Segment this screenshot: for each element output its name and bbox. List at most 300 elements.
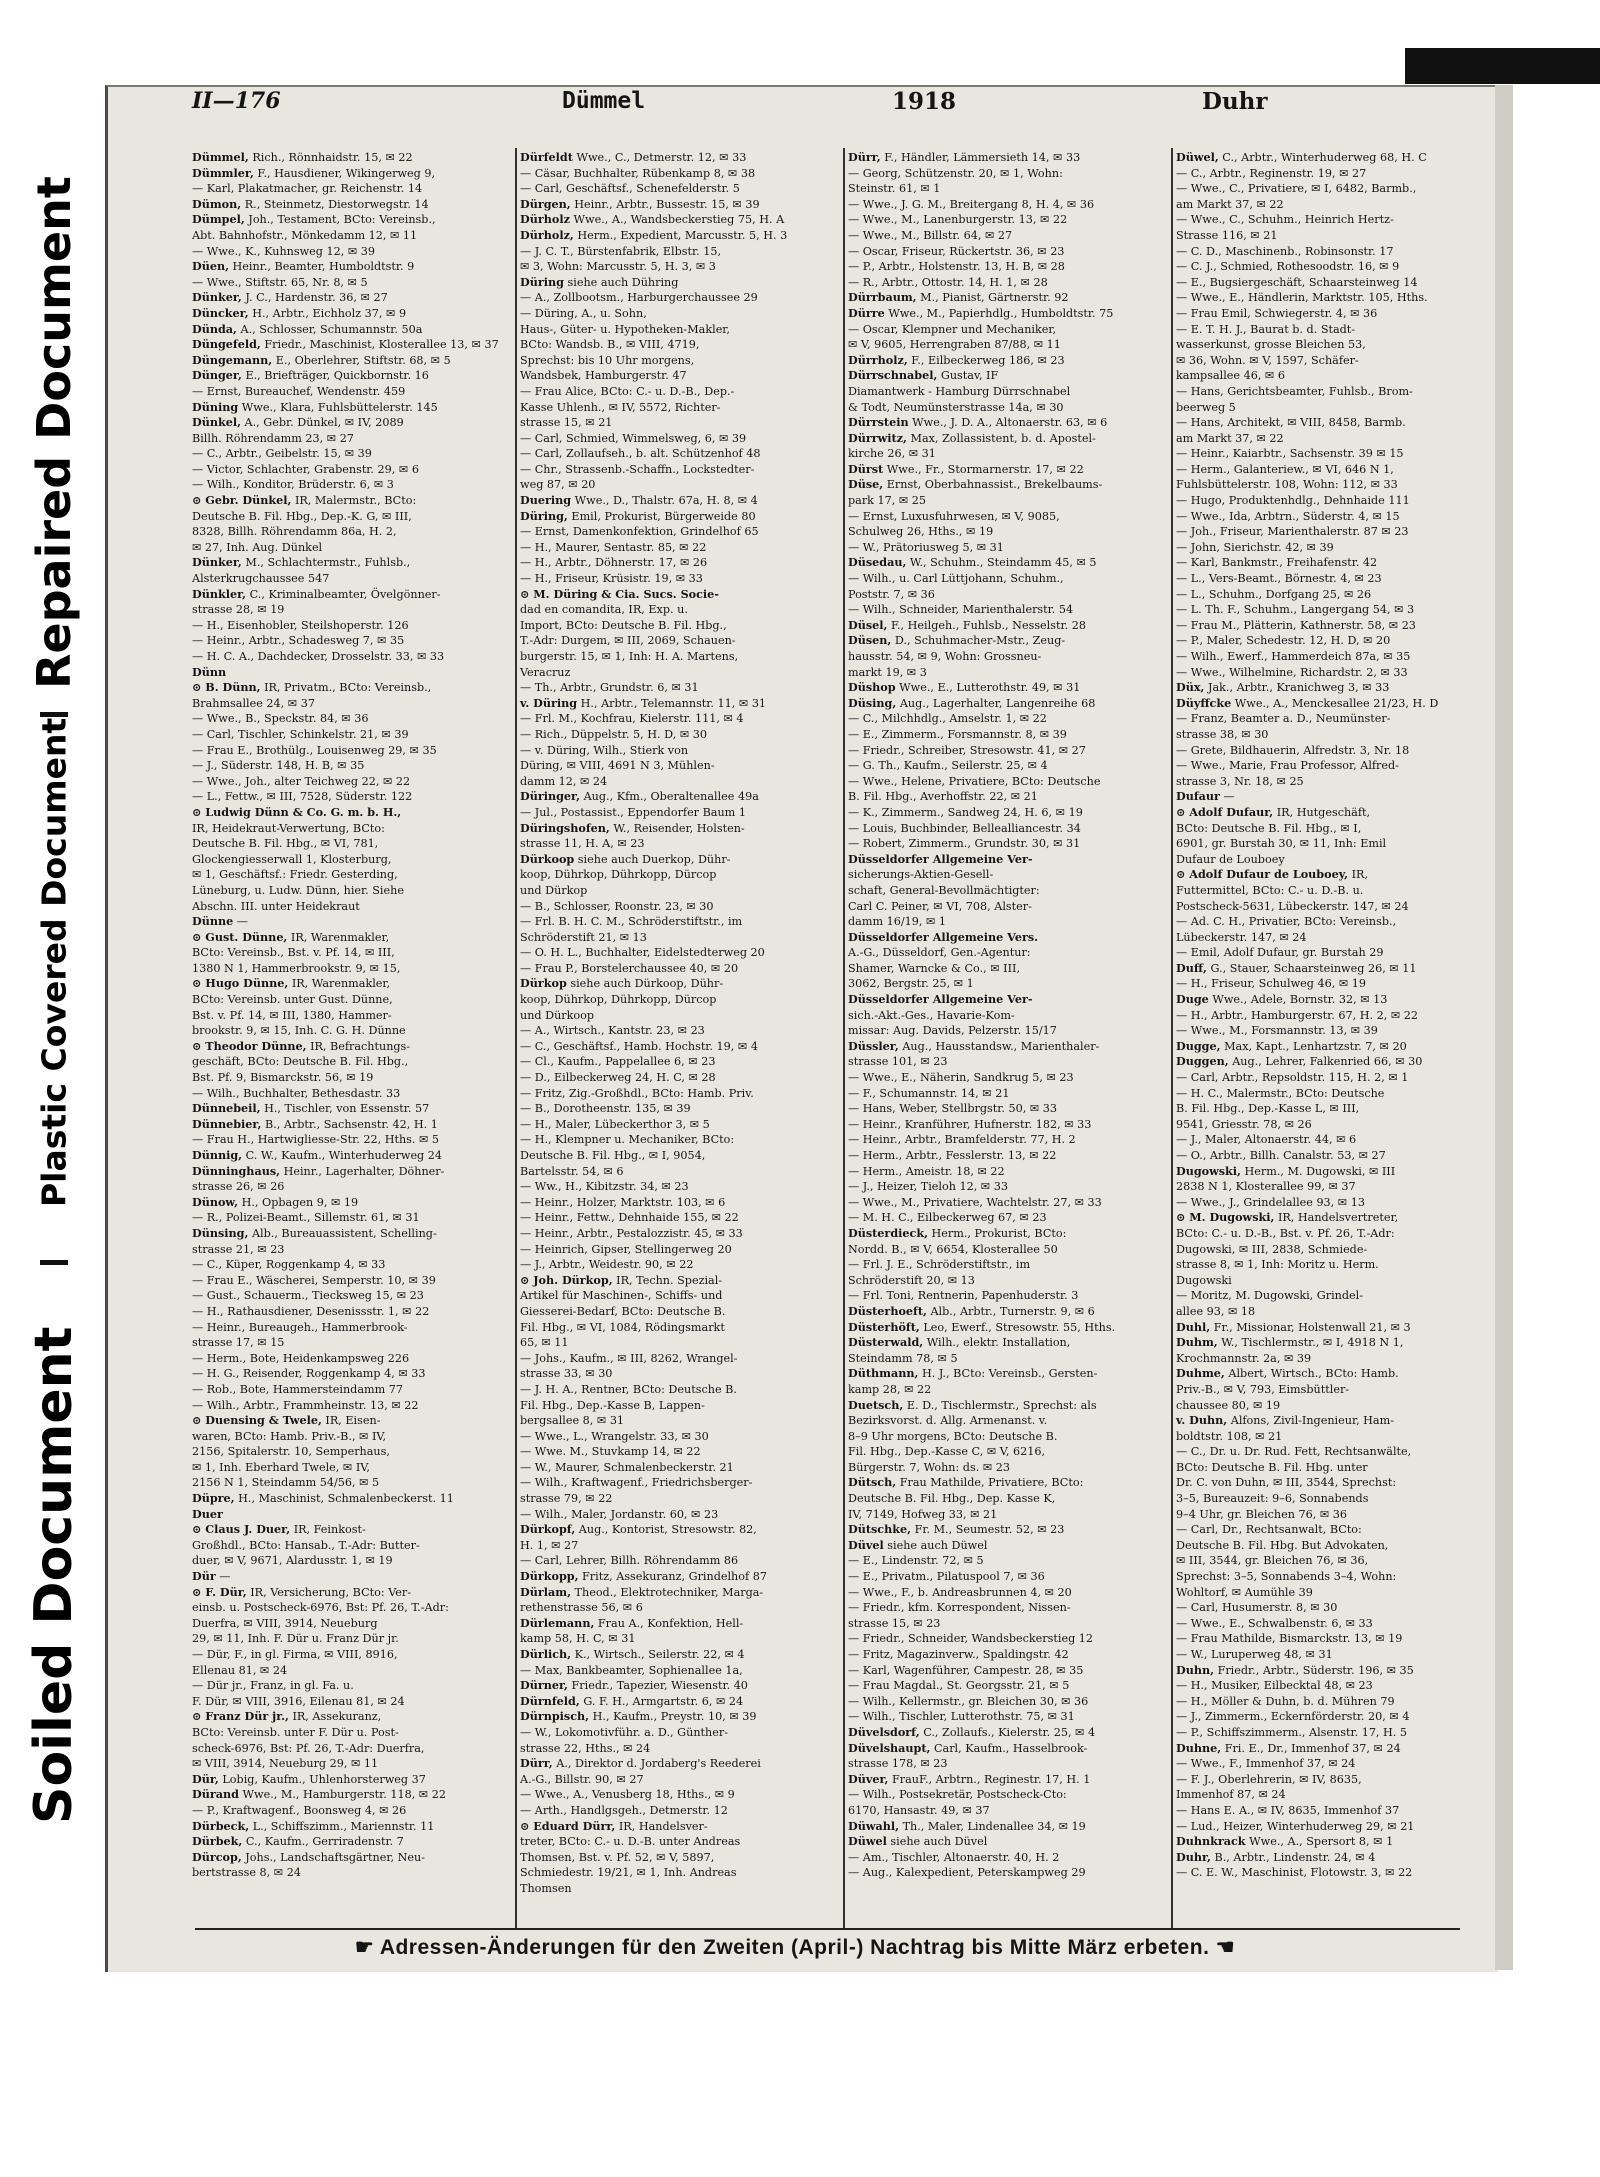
entry-name: Dümpel, — [192, 212, 245, 227]
directory-entry — [520, 446, 842, 462]
entry-name: Dünkler, — [192, 586, 247, 601]
entry-details: Wwe., Klara, Fuhlsbüttelerstr. 145 — [241, 400, 438, 414]
directory-entry — [192, 696, 514, 712]
entry-name: Dugowski, — [1176, 1163, 1241, 1178]
entry-details: — Ernst, Bureauchef, Wendenstr. 459 — [192, 384, 406, 398]
directory-entry — [192, 976, 514, 992]
entry-details: IR, — [1351, 868, 1369, 882]
entry-details: C., Zollaufs., Kielerstr. 25, ✉ 4 — [923, 1725, 1096, 1739]
directory-entry — [192, 1086, 514, 1102]
entry-name: Dünow, — [192, 1194, 239, 1209]
directory-entry — [848, 1226, 1170, 1242]
entry-name: Düsseldorfer Allgemeine Ver- — [848, 992, 1033, 1007]
directory-entry — [520, 727, 842, 743]
entry-details: — E., Zimmerm., Forsmannstr. 8, ✉ 39 — [848, 727, 1067, 741]
entry-details: F. Dür, ✉ VIII, 3916, Eilenau 81, ✉ 24 — [192, 1694, 405, 1708]
entry-details: — Wilh., Konditor, Brüderstr. 6, ✉ 3 — [192, 478, 394, 492]
directory-entry — [1176, 696, 1498, 712]
entry-name: Dürbeck, — [192, 1818, 250, 1833]
entry-details: Dufaur de Louboey — [1176, 852, 1285, 866]
directory-entry — [520, 1086, 842, 1102]
entry-details: C., Arbtr., Winterhuderweg 68, H. C — [1222, 151, 1427, 164]
entry-details: Wwe., E., Lutterothstr. 49, ✉ 31 — [899, 681, 1081, 695]
entry-details: — B., Dorotheenstr. 135, ✉ 39 — [520, 1102, 691, 1116]
entry-details: 65, ✉ 11 — [520, 1336, 569, 1350]
directory-entry — [1176, 852, 1498, 868]
directory-entry — [1176, 353, 1498, 369]
entry-details: A., Gebr. Dünkel, ✉ IV, 2089 — [244, 416, 404, 430]
entry-details: — Carl, Tischler, Schinkelstr. 21, ✉ 39 — [192, 727, 409, 741]
entry-details: — W., Prätoriusweg 5, ✉ 31 — [848, 540, 1004, 554]
entry-details: — Herm., Arbtr., Fesslerstr. 13, ✉ 22 — [848, 1149, 1057, 1162]
entry-details: strasse 8, ✉ 1, Inh: Moritz u. Herm. — [1176, 1258, 1379, 1272]
directory-entry — [192, 727, 514, 743]
entry-details: — Moritz, M. Dugowski, Grindel- — [1176, 1289, 1363, 1303]
directory-entry — [192, 1288, 514, 1304]
directory-entry — [520, 1413, 842, 1429]
directory-entry — [1176, 1569, 1498, 1585]
directory-entry — [192, 1273, 514, 1289]
directory-entry — [192, 322, 514, 338]
directory-entry — [520, 1008, 842, 1024]
directory-entry — [520, 696, 842, 712]
directory-entry — [848, 197, 1170, 213]
entry-details: — H., Friseur, Schulweg 46, ✉ 19 — [1176, 977, 1367, 991]
entry-details: — L. Th. F., Schuhm., Langergang 54, ✉ 3 — [1176, 603, 1415, 617]
entry-details: — O. H. L., Buchhalter, Eidelstedterweg 20 — [520, 946, 765, 960]
entry-details: — Fritz, Zig.-Großhdl., BCto: Hamb. Priv. — [520, 1086, 754, 1100]
entry-details: strasse 178, ✉ 23 — [848, 1757, 948, 1771]
directory-entry — [192, 477, 514, 493]
directory-entry — [1176, 1288, 1498, 1304]
directory-entry — [1176, 1210, 1498, 1226]
directory-entry — [1176, 1819, 1498, 1835]
directory-entry — [520, 1210, 842, 1226]
directory-entry — [1176, 680, 1498, 696]
directory-entry — [848, 1585, 1170, 1601]
directory-entry — [192, 1444, 514, 1460]
directory-entry — [848, 1772, 1170, 1788]
directory-entry — [1176, 1491, 1498, 1507]
directory-entry — [192, 1242, 514, 1258]
directory-entry — [1176, 1772, 1498, 1788]
entry-details: Fil. Hbg., ✉ VI, 1084, Rödingsmarkt — [520, 1320, 725, 1334]
entry-name: Dünn — [192, 664, 227, 679]
entry-name: Dürcop, — [192, 1849, 242, 1864]
entry-details: Joh., Testament, BCto: Vereinsb., — [248, 213, 436, 227]
directory-entry — [192, 711, 514, 727]
entry-details: F., Eilbeckerweg 186, ✉ 23 — [911, 353, 1065, 367]
entry-details: — Jul., Postassist., Eppendorfer Baum 1 — [520, 805, 746, 819]
directory-entry — [1176, 1382, 1498, 1398]
entry-details: beerweg 5 — [1176, 400, 1236, 414]
entry-details: Sprechst: bis 10 Uhr morgens, — [520, 353, 695, 367]
entry-details: siehe auch Düvel — [890, 1835, 988, 1849]
directory-entry — [1176, 540, 1498, 556]
directory-entry — [192, 883, 514, 899]
entry-details: — Heinr., Kaiarbtr., Sachsenstr. 39 ✉ 15 — [1176, 447, 1404, 461]
directory-entry — [1176, 400, 1498, 416]
entry-name: Düsterwald, — [848, 1335, 924, 1350]
entry-details: — P., Schiffszimmerm., Alsenstr. 17, H. 5 — [1176, 1725, 1408, 1739]
entry-details: — Ernst, Luxusfuhrwesen, ✉ V, 9085, — [848, 509, 1060, 523]
directory-entry — [520, 836, 842, 852]
entry-details: Wwe., C., Detmerstr. 12, ✉ 33 — [576, 151, 747, 164]
entry-details: Alb., Arbtr., Turnerstr. 9, ✉ 6 — [930, 1304, 1095, 1318]
entry-details: IR, Befrachtungs- — [310, 1039, 411, 1053]
entry-details: — L., Vers-Beamt., Börnestr. 4, ✉ 23 — [1176, 572, 1382, 586]
directory-entry — [192, 1834, 514, 1850]
directory-entry — [520, 1678, 842, 1694]
directory-entry — [848, 1631, 1170, 1647]
entry-details: Wwe., A., Wandsbeckerstieg 75, H. A — [573, 213, 785, 227]
entry-details: — J., Zimmerm., Eckernförderstr. 20, ✉ 4 — [1176, 1710, 1410, 1724]
directory-entry — [520, 602, 842, 618]
directory-entry — [192, 555, 514, 571]
entry-details: Schmiedestr. 19/21, ✉ 1, Inh. Andreas — [520, 1866, 737, 1880]
entry-details: — Hans, Gerichtsbeamter, Fuhlsb., Brom- — [1176, 384, 1413, 398]
directory-entry — [520, 1132, 842, 1148]
directory-entry — [520, 1257, 842, 1273]
directory-entry — [192, 212, 514, 228]
directory-entry — [1176, 633, 1498, 649]
entry-name: Dürrholz, — [848, 352, 908, 367]
directory-entry — [520, 212, 842, 228]
directory-entry — [520, 743, 842, 759]
entry-details: 8–9 Uhr morgens, BCto: Deutsche B. — [848, 1429, 1058, 1443]
directory-entry — [848, 384, 1170, 400]
entry-details: strasse 79, ✉ 22 — [520, 1492, 613, 1506]
directory-entry — [192, 1132, 514, 1148]
entry-details: — Wwe., C., Schuhm., Heinrich Hertz- — [1176, 213, 1394, 227]
directory-entry — [520, 431, 842, 447]
entry-details: B. Fil. Hbg., Dep.-Kasse L, ✉ III, — [1176, 1102, 1360, 1116]
entry-details: — H., Möller & Duhn, b. d. Mühren 79 — [1176, 1694, 1395, 1708]
directory-entry — [848, 867, 1170, 883]
entry-details: Heinr., Beamter, Humboldtstr. 9 — [232, 260, 415, 274]
directory-entry — [848, 1663, 1170, 1679]
directory-entry — [520, 1023, 842, 1039]
entry-details: Friedr., Arbtr., Süderstr. 196, ✉ 35 — [1217, 1663, 1414, 1677]
directory-entry — [520, 1772, 842, 1788]
directory-entry — [1176, 306, 1498, 322]
entry-details: dad en comandita, IR, Exp. u. — [520, 603, 688, 617]
entry-name: Dünne — [192, 914, 234, 929]
directory-entry — [520, 1320, 842, 1336]
directory-entry — [848, 774, 1170, 790]
entry-details: Steinstr. 61, ✉ 1 — [848, 182, 941, 196]
entry-details: — H. C. A., Dachdecker, Drosselstr. 33, ✉ 33 — [192, 650, 445, 663]
entry-details: Wwe., M., Hamburgerstr. 118, ✉ 22 — [242, 1788, 446, 1802]
entry-details: strasse 33, ✉ 30 — [520, 1367, 613, 1381]
directory-entry — [520, 1366, 842, 1382]
entry-details: Carl, Kaufm., Hasselbrook- — [933, 1741, 1088, 1755]
directory-entry — [1176, 743, 1498, 759]
directory-entry — [1176, 1086, 1498, 1102]
scan-edge — [1405, 48, 1600, 84]
directory-entry — [192, 509, 514, 525]
entry-details: A.-G., Billstr. 90, ✉ 27 — [520, 1772, 644, 1786]
directory-entry — [192, 275, 514, 291]
directory-entry — [192, 1772, 514, 1788]
entry-details: BCto: Vereinsb., Bst. v. Pf. 14, ✉ III, — [192, 946, 395, 960]
entry-details: 29, ✉ 11, Inh. F. Dür u. Franz Dür jr. — [192, 1632, 399, 1646]
entry-details: Lübeckerstr. 147, ✉ 24 — [1176, 930, 1307, 944]
entry-details: Thomsen — [520, 1881, 572, 1895]
directory-entry — [848, 930, 1170, 946]
entry-name: Duhme, — [1176, 1366, 1225, 1381]
entry-details: strasse 26, ✉ 26 — [192, 1180, 285, 1194]
directory-entry — [520, 1834, 842, 1850]
entry-details: Abt. Bahnhofstr., Mönkedamm 12, ✉ 11 — [192, 228, 418, 242]
entry-details: am Markt 37, ✉ 22 — [1176, 197, 1284, 211]
entry-details: — Wwe., M., Lanenburgerstr. 13, ✉ 22 — [848, 213, 1068, 227]
directory-entry — [1176, 1694, 1498, 1710]
directory-entry — [1176, 493, 1498, 509]
directory-entry — [520, 1429, 842, 1445]
directory-entry — [520, 415, 842, 431]
directory-entry — [520, 1242, 842, 1258]
directory-entry — [1176, 322, 1498, 338]
entry-details: Deutsche B. Fil. Hbg., ✉ VI, 781, — [192, 837, 379, 851]
entry-details: F., Händler, Lämmersieth 14, ✉ 33 — [884, 151, 1081, 164]
entry-details: — Wwe., F., b. Andreasbrunnen 4, ✉ 20 — [848, 1585, 1072, 1599]
entry-details: — Heinr., Kranführer, Hufnerstr. 182, ✉ 33 — [848, 1117, 1092, 1131]
entry-details: — Hans E. A., ✉ IV, 8635, Immenhof 37 — [1176, 1803, 1400, 1817]
directory-entry — [1176, 1335, 1498, 1351]
directory-entry — [1176, 1475, 1498, 1491]
entry-name: Dünsing, — [192, 1225, 249, 1240]
directory-entry — [520, 1304, 842, 1320]
directory-entry — [192, 789, 514, 805]
directory-entry — [1176, 665, 1498, 681]
entry-details: ✉ V, 9605, Herrengraben 87/88, ✉ 11 — [848, 338, 1061, 352]
directory-entry — [1176, 571, 1498, 587]
directory-entry — [192, 774, 514, 790]
entry-name: Dünnebeil, — [192, 1101, 261, 1116]
entry-name: Dürre — [848, 305, 885, 320]
entry-name: Düring — [520, 274, 564, 289]
entry-details: T.-Adr: Durgem, ✉ III, 2069, Schauen- — [520, 634, 736, 648]
entry-details: — C., Arbtr., Reginenstr. 19, ✉ 27 — [1176, 166, 1367, 180]
entry-details: IR, Assekuranz, — [292, 1710, 382, 1724]
entry-details: IR, Techn. Spezial- — [616, 1273, 723, 1287]
entry-details: — J., Maler, Altonaerstr. 44, ✉ 6 — [1176, 1133, 1357, 1147]
entry-name: Duhm, — [1176, 1335, 1218, 1350]
entry-details: koop, Dührkop, Dührkopp, Dürcop — [520, 868, 717, 882]
directory-entry — [520, 1631, 842, 1647]
entry-details: — Frau Magdal., St. Georgsstr. 21, ✉ 5 — [848, 1679, 1070, 1693]
directory-entry — [848, 727, 1170, 743]
directory-entry — [1176, 1039, 1498, 1055]
entry-details: Fil. Hbg., Dep.-Kasse B, Lappen- — [520, 1398, 705, 1412]
entry-details: BCto: Deutsche B. Fil. Hbg., ✉ I, — [1176, 821, 1362, 835]
entry-details: Dugowski — [1176, 1273, 1232, 1287]
directory-entry — [192, 961, 514, 977]
entry-details: — B., Schlosser, Roonstr. 23, ✉ 30 — [520, 899, 714, 913]
entry-name: Dürgen, — [520, 196, 571, 211]
entry-details: Wwe., Adele, Bornstr. 32, ✉ 13 — [1212, 993, 1388, 1007]
directory-entry — [520, 883, 842, 899]
entry-details: schaft, General-Bevollmächtigter: — [848, 883, 1040, 897]
label-soiled-document: Soiled Document — [24, 1326, 84, 1824]
entry-name: Düncker, — [192, 305, 249, 320]
entry-name: Düwahl, — [848, 1818, 899, 1833]
entry-details: Friedr., Tapezier, Wiesenstr. 40 — [571, 1679, 748, 1693]
directory-entry — [520, 1164, 842, 1180]
entry-details: sicherungs-Aktien-Gesell- — [848, 868, 994, 882]
directory-entry — [1176, 259, 1498, 275]
directory-entry — [848, 1132, 1170, 1148]
directory-entry — [192, 1335, 514, 1351]
entry-details: Import, BCto: Deutsche B. Fil. Hbg., — [520, 618, 727, 632]
directory-entry — [848, 1834, 1170, 1850]
entry-details: — Heinr., Arbtr., Schadesweg 7, ✉ 35 — [192, 634, 405, 648]
column-rule — [515, 148, 517, 1928]
page-header — [92, 88, 1492, 128]
entry-details: Bezirksvorst. d. Allg. Armenanst. v. — [848, 1414, 1048, 1428]
directory-entry — [848, 976, 1170, 992]
entry-details: — Arth., Handlgsgeh., Detmerstr. 12 — [520, 1803, 728, 1817]
entry-details: bergsallee 8, ✉ 31 — [520, 1414, 625, 1428]
entry-details: bertstrasse 8, ✉ 24 — [192, 1866, 301, 1880]
entry-details: — Frl. B. H. C. M., Schröderstiftstr., im — [520, 915, 743, 929]
directory-entry — [1176, 1741, 1498, 1757]
directory-entry — [192, 1320, 514, 1336]
directory-entry — [848, 1335, 1170, 1351]
entry-details: — M. H. C., Eilbeckerweg 67, ✉ 23 — [848, 1211, 1047, 1225]
entry-name: Düen, — [192, 259, 229, 274]
entry-details: — H., Rathausdiener, Desenissstr. 1, ✉ 22 — [192, 1304, 430, 1318]
entry-details: IR, Privatm., BCto: Vereinsb., — [264, 681, 432, 695]
entry-details: IV, 7149, Hofweg 33, ✉ 21 — [848, 1507, 998, 1521]
entry-details: und Dürkop — [520, 883, 588, 897]
directory-entry — [192, 1553, 514, 1569]
directory-entry — [848, 228, 1170, 244]
directory-entry — [520, 1351, 842, 1367]
entry-details: — Wilh., Postsekretär, Postscheck-Cto: — [848, 1788, 1067, 1802]
entry-details: — Wilh., u. Carl Lüttjohann, Schuhm., — [848, 572, 1064, 586]
directory-entry — [848, 1304, 1170, 1320]
directory-entry — [848, 743, 1170, 759]
directory-entry — [848, 1054, 1170, 1070]
entry-name: ⊙ Claus J. Duer, — [192, 1522, 291, 1537]
directory-entry — [192, 665, 514, 681]
directory-entry — [848, 400, 1170, 416]
entry-details: — Aug., Kalexpedient, Peterskampweg 29 — [848, 1866, 1086, 1880]
directory-entry — [1176, 1257, 1498, 1273]
directory-entry — [520, 540, 842, 556]
directory-entry — [848, 836, 1170, 852]
entry-details: Aug., Lagerhalter, Langenreihe 68 — [899, 696, 1096, 710]
directory-entry — [1176, 1850, 1498, 1866]
directory-entry — [520, 992, 842, 1008]
entry-details: — Heinr., Holzer, Marktstr. 103, ✉ 6 — [520, 1195, 726, 1209]
directory-entry — [520, 1179, 842, 1195]
entry-details: ✉ 36, Wohn. ✉ V, 1597, Schäfer- — [1176, 353, 1359, 367]
entry-details: — Karl, Plakatmacher, gr. Reichenstr. 14 — [192, 182, 423, 196]
entry-name: Düse, — [848, 477, 884, 492]
entry-details: strasse 17, ✉ 15 — [192, 1336, 285, 1350]
entry-name: Dünker, — [192, 555, 242, 570]
entry-name: Düngefeld, — [192, 337, 261, 352]
entry-name: ⊙ Gebr. Dünkel, — [192, 493, 292, 508]
entry-details: ✉ 1, Inh. Eberhard Twele, ✉ IV, — [192, 1460, 370, 1474]
directory-entry — [520, 1694, 842, 1710]
directory-entry — [192, 1819, 514, 1835]
directory-entry — [192, 1023, 514, 1039]
directory-entry — [848, 1460, 1170, 1476]
directory-entry — [520, 821, 842, 837]
directory-entry — [1176, 1242, 1498, 1258]
directory-entry — [192, 1569, 514, 1585]
entry-name: Duggen, — [1176, 1054, 1229, 1069]
directory-entry — [192, 400, 514, 416]
directory-entry — [1176, 1148, 1498, 1164]
entry-name: Dür, — [192, 1771, 219, 1786]
entry-details: — H., Eisenhobler, Steilshoperstr. 126 — [192, 618, 409, 632]
directory-entry — [848, 462, 1170, 478]
directory-entry — [192, 1304, 514, 1320]
entry-details: — W., Lokomotivführ. a. D., Günther- — [520, 1725, 728, 1739]
directory-entry — [848, 1117, 1170, 1133]
entry-details: — F. J., Oberlehrerin, ✉ IV, 8635, — [1176, 1772, 1362, 1786]
entry-details: damm 12, ✉ 24 — [520, 774, 608, 788]
directory-entry — [1176, 976, 1498, 992]
directory-entry — [1176, 150, 1498, 166]
directory-entry — [192, 1351, 514, 1367]
entry-details: G., Stauer, Schaarsteinweg 26, ✉ 11 — [1210, 961, 1417, 975]
directory-entry — [848, 1507, 1170, 1523]
entry-details: Strasse 116, ✉ 21 — [1176, 228, 1278, 242]
entry-details: Glockengiesserwall 1, Klosterburg, — [192, 852, 392, 866]
directory-entry — [848, 852, 1170, 868]
directory-entry — [192, 1460, 514, 1476]
directory-entry — [520, 1819, 842, 1835]
header-year: 1918 — [892, 88, 957, 115]
directory-entry — [520, 524, 842, 540]
entry-details: — E. T. H. J., Baurat b. d. Stadt- — [1176, 322, 1356, 336]
entry-details: Leo, Ewerf., Stresowstr. 55, Hths. — [923, 1320, 1116, 1334]
entry-details: Theod., Elektrotechniker, Marga- — [574, 1585, 764, 1599]
entry-name: ⊙ Hugo Dünne, — [192, 976, 289, 991]
entry-details: kampsallee 46, ✉ 6 — [1176, 369, 1285, 383]
entry-details: — Herm., Galanteriew., ✉ VI, 646 N 1, — [1176, 462, 1394, 476]
directory-entry — [1176, 1117, 1498, 1133]
entry-name: Düver, — [848, 1771, 889, 1786]
entry-name: Duer — [192, 1506, 223, 1521]
directory-entry — [1176, 555, 1498, 571]
entry-details: Schulweg 26, Hths., ✉ 19 — [848, 525, 994, 539]
entry-details: kamp 28, ✉ 22 — [848, 1382, 932, 1396]
entry-details: IR, Warenmakler, — [290, 930, 390, 944]
entry-details: Max, Kapt., Lenhartzstr. 7, ✉ 20 — [1224, 1039, 1407, 1053]
directory-entry — [1176, 930, 1498, 946]
entry-details: — Frau E., Brothülg., Louisenweg 29, ✉ 35 — [192, 743, 437, 757]
directory-entry — [848, 1756, 1170, 1772]
directory-entry — [192, 524, 514, 540]
directory-entry — [1176, 290, 1498, 306]
directory-entry — [1176, 415, 1498, 431]
entry-details: Fri. E., Dr., Immenhof 37, ✉ 24 — [1224, 1741, 1401, 1755]
directory-entry — [520, 1709, 842, 1725]
entry-details: IR, Malermstr., BCto: — [294, 494, 417, 508]
directory-entry — [192, 649, 514, 665]
entry-details: — Wilh., Kellermstr., gr. Bleichen 30, ✉ 36 — [848, 1694, 1089, 1708]
entry-name: Dürkopf, — [520, 1522, 576, 1537]
entry-details: — C., Geschäftsf., Hamb. Hochstr. 19, ✉ 4 — [520, 1039, 758, 1053]
entry-name: Düsterdieck, — [848, 1225, 928, 1240]
